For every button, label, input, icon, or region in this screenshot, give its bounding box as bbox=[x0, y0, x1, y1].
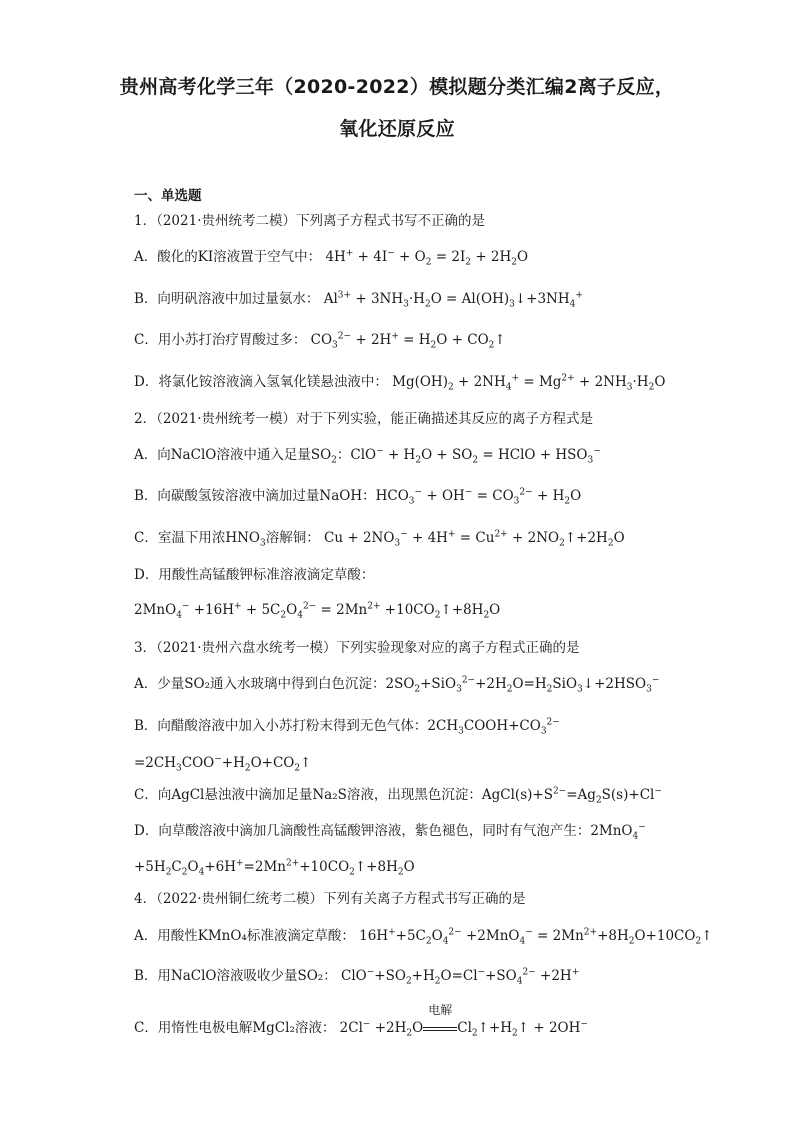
q3-stem: 3．（2021·贵州六盘水统考一模）下列实验现象对应的离子方程式正确的是 bbox=[134, 640, 580, 656]
q2-option-b bbox=[134, 486, 774, 506]
q3-d-equation-part2: $+5H_2C_2O_4+6H^+=2Mn^{2+}+10CO_2↑+8H_2O$ bbox=[134, 858, 415, 878]
q4-option-c bbox=[134, 1003, 774, 1039]
q3-option-a bbox=[134, 674, 774, 694]
q1-stem: 1．（2021·贵州统考二模）下列离子方程式书写不正确的是 bbox=[134, 213, 485, 229]
q2-a-text: A．向NaClO溶液中通入足量 bbox=[134, 447, 311, 463]
q4-c-equation: $2Cl^- +2H_2O$ 电解 $Cl_2↑+H_2↑ + 2OH^-$ bbox=[340, 1020, 588, 1036]
q2-a-equation: $SO_2$：$ClO^- + H_2O + SO_2$ = HClO + $HSO_3^-$ bbox=[310, 446, 601, 466]
q2-c-equation: $Cu + 2NO_3^- + 4H^+ = Cu^{2+}$ + $2NO_2↑+2H_2O$ bbox=[324, 529, 625, 549]
q4-b-equation: $ClO^-+SO_2+H_2O=Cl^-+SO_4^{2-} +2H^+$ bbox=[341, 967, 580, 987]
q4-a-text: A．用酸性KMnO₄标准液滴定草酸： bbox=[134, 928, 355, 944]
q3-d-text: D．向草酸溶液中滴加几滴酸性高锰酸钾溶液，紫色褪色，同时有气泡产生： bbox=[134, 823, 591, 839]
q4-c-text: C．用惰性电极电解MgCl₂溶液： bbox=[134, 1020, 336, 1036]
q4-stem: 4．（2022·贵州铜仁统考二模）下列有关离子方程式书写正确的是 bbox=[134, 891, 526, 907]
q4-option-b bbox=[134, 966, 774, 986]
q2-b-text: B．向碳酸氢铵溶液中滴加过量NaOH bbox=[134, 488, 363, 504]
q4-option-a bbox=[134, 926, 774, 946]
q1-c-equation: $CO_3^{2-} + 2H^+ = H_2O$ + $CO_2↑$ bbox=[310, 331, 506, 351]
q3-a-equation: $2SO_2+SiO_3^{2-}+2H_2O=H_2SiO_3↓+2HSO_3^-$ bbox=[385, 675, 660, 695]
q3-d-equation-part1: 2MnO$_4$− bbox=[590, 822, 646, 842]
q1-d-equation: $Mg(OH)_2 + 2NH_4^+ = Mg^{2+} + 2NH_3\cdot H_2O$ bbox=[392, 373, 666, 393]
q1-option-a bbox=[134, 247, 774, 267]
q2-c-text2: 溶解铜： bbox=[265, 530, 320, 546]
q3-c-equation: $AgCl(s)+S^{2-}=Ag_2S(s)+Cl^-$ bbox=[481, 786, 662, 806]
q1-b-equation: $Al^{3+} + 3NH_3\cdot H_2O$ = $Al(OH)_3↓+3NH_4^+$ bbox=[323, 290, 583, 310]
q3-option-d bbox=[134, 821, 774, 841]
q3-b-equation-part1: $2CH_3COOH+CO_3^{2-}$ bbox=[427, 717, 560, 737]
document-title-line2: 氧化还原反应 bbox=[339, 118, 455, 140]
q2-option-c bbox=[134, 528, 774, 548]
section-heading: 一、单选题 bbox=[134, 188, 202, 204]
q1-option-b bbox=[134, 289, 774, 309]
q2-option-d: D．用酸性高锰酸钾标准溶液滴定草酸： bbox=[134, 567, 375, 583]
q3-option-c bbox=[134, 785, 774, 805]
q2-b-equation: ：$HCO_3^- + OH^- = CO_3^{2-} + H_2O$ bbox=[362, 487, 582, 507]
q2-d-equation: $2MnO_4^- +16H^+ + 5C_2O_4^{2-} = 2Mn^{2+}$ $+10CO_2↑+8H_2O$ bbox=[134, 601, 501, 621]
q1-d-text: D．将氯化铵溶液滴入氢氧化镁悬浊液中： bbox=[134, 374, 388, 390]
q2-stem: 2．（2021·贵州统考一模）对于下列实验，能正确描述其反应的离子方程式是 bbox=[134, 411, 593, 427]
q3-option-b bbox=[134, 716, 774, 736]
q3-a-text: A．少量SO₂通入水玻璃中得到白色沉淀： bbox=[134, 676, 386, 692]
q1-a-equation: $4H^+ + 4I^- + O_2 = 2I_2 + 2H_2O$ bbox=[325, 248, 529, 268]
q3-c-text: C．向AgCl悬浊液中滴加足量Na₂S溶液，出现黑色沉淀： bbox=[134, 787, 482, 803]
q1-a-text: A．酸化的KI溶液置于空气中： bbox=[134, 249, 322, 265]
q3-b-equation-part2: $=2CH_3COO^-+H_2O+CO_2↑$ bbox=[134, 754, 312, 774]
electrolysis-sign bbox=[423, 1003, 457, 1038]
q1-option-c bbox=[134, 330, 774, 350]
q2-c-acid: $HNO_3$ bbox=[225, 530, 266, 549]
q1-option-d bbox=[134, 372, 774, 392]
electrolysis-label: 电解 bbox=[428, 1003, 453, 1017]
q2-c-text: C．室温下用浓 bbox=[134, 530, 226, 546]
q4-b-text: B．用NaClO溶液吸收少量SO₂： bbox=[134, 968, 337, 984]
q2-option-a bbox=[134, 445, 774, 465]
q1-c-text: C．用小苏打治疗胃酸过多： bbox=[134, 332, 307, 348]
q1-b-text: B．向明矾溶液中加过量氨水： bbox=[134, 291, 320, 307]
q4-a-equation: $16H^++5C_2O_4^{2-} +2MnO_4^-$ = $2Mn^{2+}+8H_2O+10CO_2↑$ bbox=[359, 927, 713, 947]
q3-b-text: B．向醋酸溶液中加入小苏打粉末得到无色气体： bbox=[134, 718, 428, 734]
document-title-line1: 贵州高考化学三年（2020-2022）模拟题分类汇编2离子反应， bbox=[119, 76, 675, 98]
